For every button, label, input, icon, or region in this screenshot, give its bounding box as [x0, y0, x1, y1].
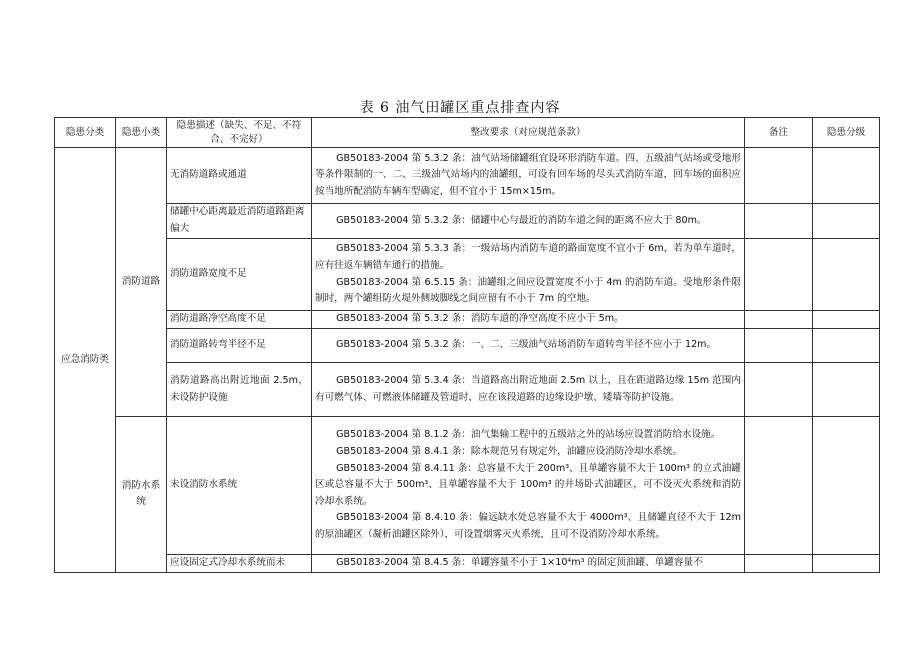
header-remark: 备注	[745, 118, 813, 148]
requirement-cell: GB50183-2004 第 5.3.3 条：一级站场内消防车道的路面宽度不宜小于 6m，若为单车道时，应有往返车辆错车通行的措施。 GB50183-2004 第 6.5.15 条：油罐组之间应设置宽度不小于 4m 的消防车道。受地形条件限制时，两个罐组防火堤外侧坡脚线之间应留有不小于 7m 的空地。	[312, 239, 745, 311]
grade-cell	[813, 555, 880, 573]
remark-cell	[745, 363, 813, 417]
requirement-cell: GB50183-2004 第 8.1.2 条：油气集输工程中的五级站之外的站场应设置消防给水设施。 GB50183-2004 第 8.4.1 条：除本规范另有规定外，油罐应设消防冷却水系统。 GB50183-2004 第 8.4.11 条：总容量不大于 200m³、且单罐容量不大于 100m³ 的立式油罐区或总容量不大于 500m³、且单罐容量不大于 100m³ 的井场卧式油罐区，可不设灭火系统和消防冷却水系统。 GB50183-2004 第 8.4.10 条：偏远缺水处总容量不大于 4000m³、且储罐直径不大于 12m 的原油罐区（凝析油罐区除外），可设置烟雾灭火系统，且可不设消防冷却水系统。	[312, 417, 745, 555]
requirement-cell: GB50183-2004 第 5.3.2 条：储罐中心与最近的消防车道之间的距离不应大于 80m。	[312, 204, 745, 239]
description-cell: 消防道路转弯半径不足	[167, 329, 312, 363]
table-row	[55, 363, 880, 417]
header-row	[55, 118, 880, 148]
remark-cell	[745, 555, 813, 573]
category-cell: 应急消防类	[55, 148, 116, 573]
header-grade: 隐患分级	[813, 118, 880, 148]
table-title: 表 6 油气田罐区重点排查内容	[359, 100, 561, 116]
table-row	[55, 311, 880, 329]
table-row	[55, 204, 880, 239]
description-cell: 消防道路高出附近地面 2.5m，未设防护设施	[167, 363, 312, 417]
description-cell: 消防道路净空高度不足	[167, 311, 312, 329]
description-cell: 储罐中心距离最近消防道路距离偏大	[167, 204, 312, 239]
table-row	[55, 417, 880, 555]
requirement-cell: GB50183-2004 第 5.3.4 条：当道路高出附近地面 2.5m 以上，且在距道路边缘 15m 范围内有可燃气体、可燃液体储罐及管道时，应在该段道路的边缘设护墩、矮墙等防护设施。	[312, 363, 745, 417]
table-row	[55, 148, 880, 204]
grade-cell	[813, 148, 880, 204]
remark-cell	[745, 329, 813, 363]
remark-cell	[745, 148, 813, 204]
grade-cell	[813, 204, 880, 239]
subcategory-cell: 消防道路	[116, 148, 167, 417]
grade-cell	[813, 329, 880, 363]
table-row	[55, 239, 880, 311]
grade-cell	[813, 363, 880, 417]
table-row	[55, 329, 880, 363]
requirement-cell: GB50183-2004 第 5.3.2 条：油气站场储罐组宜设环形消防车道。四、五级油气站场或受地形等条件限制的一、二、三级油气站场内的油罐组，可设有回车场的尽头式消防车道，回车场的面积应按当地所配消防车辆车型确定，但不宜小于 15m×15m。	[312, 148, 745, 204]
requirement-cell: GB50183-2004 第 5.3.2 条：消防车道的净空高度不应小于 5m。	[312, 311, 745, 329]
remark-cell	[745, 311, 813, 329]
header-category: 隐患分类	[55, 118, 116, 148]
description-cell: 消防道路宽度不足	[167, 239, 312, 311]
table-row	[55, 555, 880, 573]
requirement-cell: GB50183-2004 第 5.3.2 条：一、二、三级油气站场消防车道转弯半径不应小于 12m。	[312, 329, 745, 363]
requirement-cell: GB50183-2004 第 8.4.5 条：单罐容量不小于 1×10⁴m³ 的固定顶油罐、单罐容量不	[312, 555, 745, 573]
remark-cell	[745, 239, 813, 311]
header-subcategory: 隐患小类	[116, 118, 167, 148]
grade-cell	[813, 239, 880, 311]
remark-cell	[745, 417, 813, 555]
subcategory-cell: 消防水系统	[116, 417, 167, 573]
grade-cell	[813, 417, 880, 555]
description-cell: 未设消防水系统	[167, 417, 312, 555]
remark-cell	[745, 204, 813, 239]
description-cell: 应设固定式冷却水系统而未	[167, 555, 312, 573]
grade-cell	[813, 311, 880, 329]
description-cell: 无消防道路或通道	[167, 148, 312, 204]
header-requirement: 整改要求（对应规范条款）	[312, 118, 745, 148]
inspection-table	[54, 117, 880, 573]
header-description: 隐患描述（缺失、不足、不符合、不完好）	[167, 118, 312, 148]
